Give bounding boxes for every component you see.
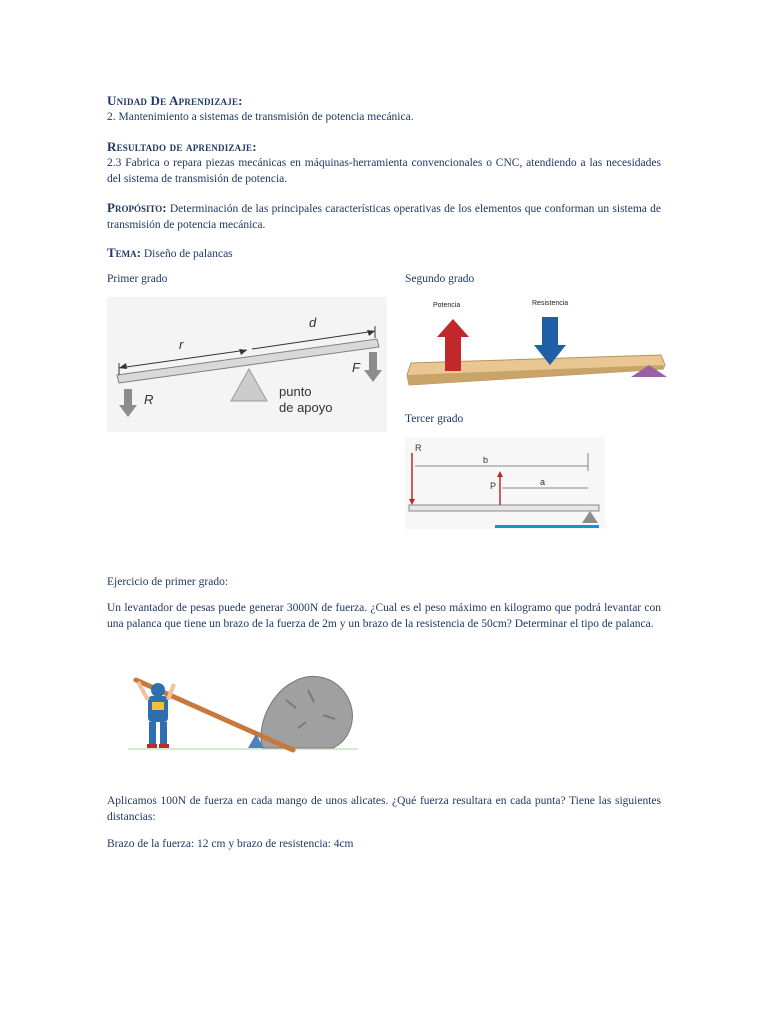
proposito-text: Determinación de las principales características operativas de los elementos que conforman un sistema de transmisión de potencia mecánica.	[107, 203, 661, 231]
unidad-heading: Unidad De Aprendizaje:	[107, 93, 243, 108]
label-d: d	[309, 315, 317, 330]
unidad-text: 2. Mantenimiento a sistemas de transmisión de potencia mecánica.	[107, 111, 414, 123]
tercer-grado-caption: Tercer grado	[405, 413, 464, 425]
primer-grado-caption: Primer grado	[107, 273, 168, 285]
ejercicio1-title: Ejercicio de primer grado:	[107, 576, 229, 588]
label-resistencia: Resistencia	[532, 300, 569, 307]
segundo-grado-figure	[405, 295, 670, 395]
label-potencia: Potencia	[433, 302, 461, 309]
label-apoyo: de apoyo	[279, 400, 333, 415]
tema-text: Diseño de palancas	[143, 248, 233, 260]
proposito-section	[107, 200, 661, 233]
label-F: F	[352, 360, 360, 375]
resultado-heading: Resultado de aprendizaje:	[107, 139, 257, 154]
label-R: R	[144, 392, 154, 407]
resultado-section	[107, 139, 661, 187]
label-punto: punto	[279, 384, 312, 399]
levantador-illustration	[128, 660, 358, 755]
segundo-grado-caption: Segundo grado	[405, 273, 475, 285]
resultado-text: 2.3 Fabrica o repara piezas mecánicas en máquinas-herramienta convencionales o CNC, atendiendo a las necesidades del sistema de transmisión de potencia.	[107, 157, 661, 185]
label-R-tercer: R	[415, 443, 422, 453]
ejercicio2-text: Aplicamos 100N de fuerza en cada mango de unos alicates. ¿Qué fuerza resultara en cada punta? Tiene las siguientes distancias:	[107, 795, 661, 823]
proposito-heading: Propósito:	[107, 200, 167, 215]
tercer-grado-figure	[405, 437, 605, 529]
label-a: a	[540, 477, 546, 487]
tema-section	[107, 245, 661, 262]
tema-heading: Tema:	[107, 245, 141, 260]
unidad-section	[107, 93, 661, 125]
ejercicio2-distancias: Brazo de la fuerza: 12 cm y brazo de resistencia: 4cm	[107, 838, 354, 850]
label-b: b	[483, 455, 489, 465]
primer-grado-figure	[107, 297, 387, 432]
ejercicio1-text: Un levantador de pesas puede generar 3000N de fuerza. ¿Cual es el peso máximo en kilogramo que podrá levantar con una palanca que tiene un brazo de la fuerza de 2m y un brazo de la resistencia de 50cm? Determinar el tipo de palanca.	[107, 602, 661, 630]
label-P: P	[490, 481, 497, 491]
label-r: r	[179, 337, 184, 352]
